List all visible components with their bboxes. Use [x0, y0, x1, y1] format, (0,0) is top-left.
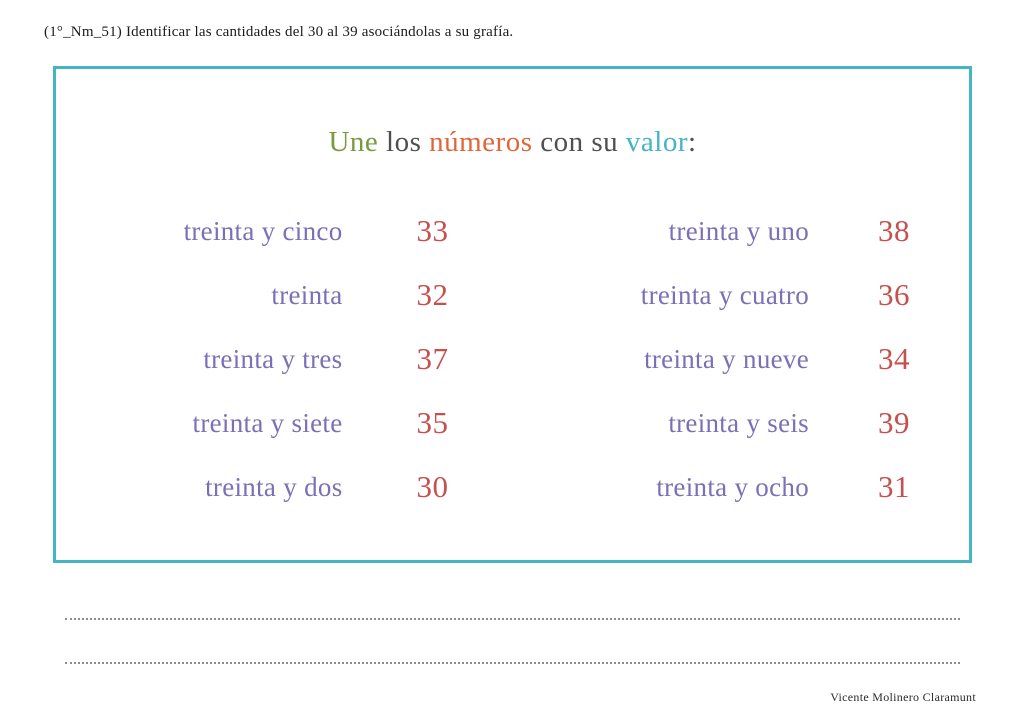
instruction-text — [56, 126, 969, 159]
matching-column-right — [513, 199, 970, 519]
number-word[interactable]: treinta y seis — [668, 407, 809, 438]
dotted-writing-line — [65, 662, 960, 664]
number-figure[interactable]: 36 — [878, 277, 910, 312]
number-figure[interactable]: 35 — [416, 405, 449, 440]
matching-column-left — [56, 199, 513, 519]
number-word[interactable]: treinta y nueve — [644, 343, 809, 374]
instruction-word-valor: valor — [625, 126, 688, 158]
instruction-word-colon: : — [688, 126, 697, 158]
number-word[interactable]: treinta y dos — [205, 471, 343, 502]
number-word[interactable]: treinta y tres — [203, 343, 343, 374]
list-item — [513, 455, 970, 519]
number-figure[interactable]: 30 — [416, 469, 449, 504]
list-item — [56, 391, 513, 455]
matching-columns — [56, 199, 969, 519]
number-word[interactable]: treinta y ocho — [656, 471, 809, 502]
number-word[interactable]: treinta y siete — [192, 407, 343, 438]
number-word[interactable]: treinta — [271, 279, 343, 310]
exercise-code-line: (1°_Nm_51) Identificar las cantidades del 30 al 39 asociándolas a su grafía. — [44, 24, 514, 40]
list-item — [513, 391, 970, 455]
list-item — [513, 327, 970, 391]
author-credit: Vicente Molinero Claramunt — [830, 690, 976, 704]
list-item — [56, 199, 513, 263]
number-figure[interactable]: 33 — [416, 213, 449, 248]
number-figure[interactable]: 32 — [416, 277, 449, 312]
list-item — [513, 263, 970, 327]
instruction-word-con-su: con su — [540, 126, 619, 158]
number-word[interactable]: treinta y cuatro — [640, 279, 809, 310]
instruction-word-numeros: números — [429, 126, 533, 158]
number-word[interactable]: treinta y cinco — [183, 215, 343, 246]
number-figure[interactable]: 31 — [878, 469, 910, 504]
exercise-box — [53, 66, 972, 563]
number-word[interactable]: treinta y uno — [668, 215, 809, 246]
number-figure[interactable]: 34 — [878, 341, 910, 376]
list-item — [513, 199, 970, 263]
list-item — [56, 455, 513, 519]
list-item — [56, 327, 513, 391]
number-figure[interactable]: 38 — [878, 213, 910, 248]
instruction-word-los: los — [386, 126, 422, 158]
dotted-writing-line — [65, 618, 960, 620]
number-figure[interactable]: 37 — [416, 341, 449, 376]
number-figure[interactable]: 39 — [878, 405, 910, 440]
instruction-word-une: Une — [328, 126, 379, 158]
list-item — [56, 263, 513, 327]
